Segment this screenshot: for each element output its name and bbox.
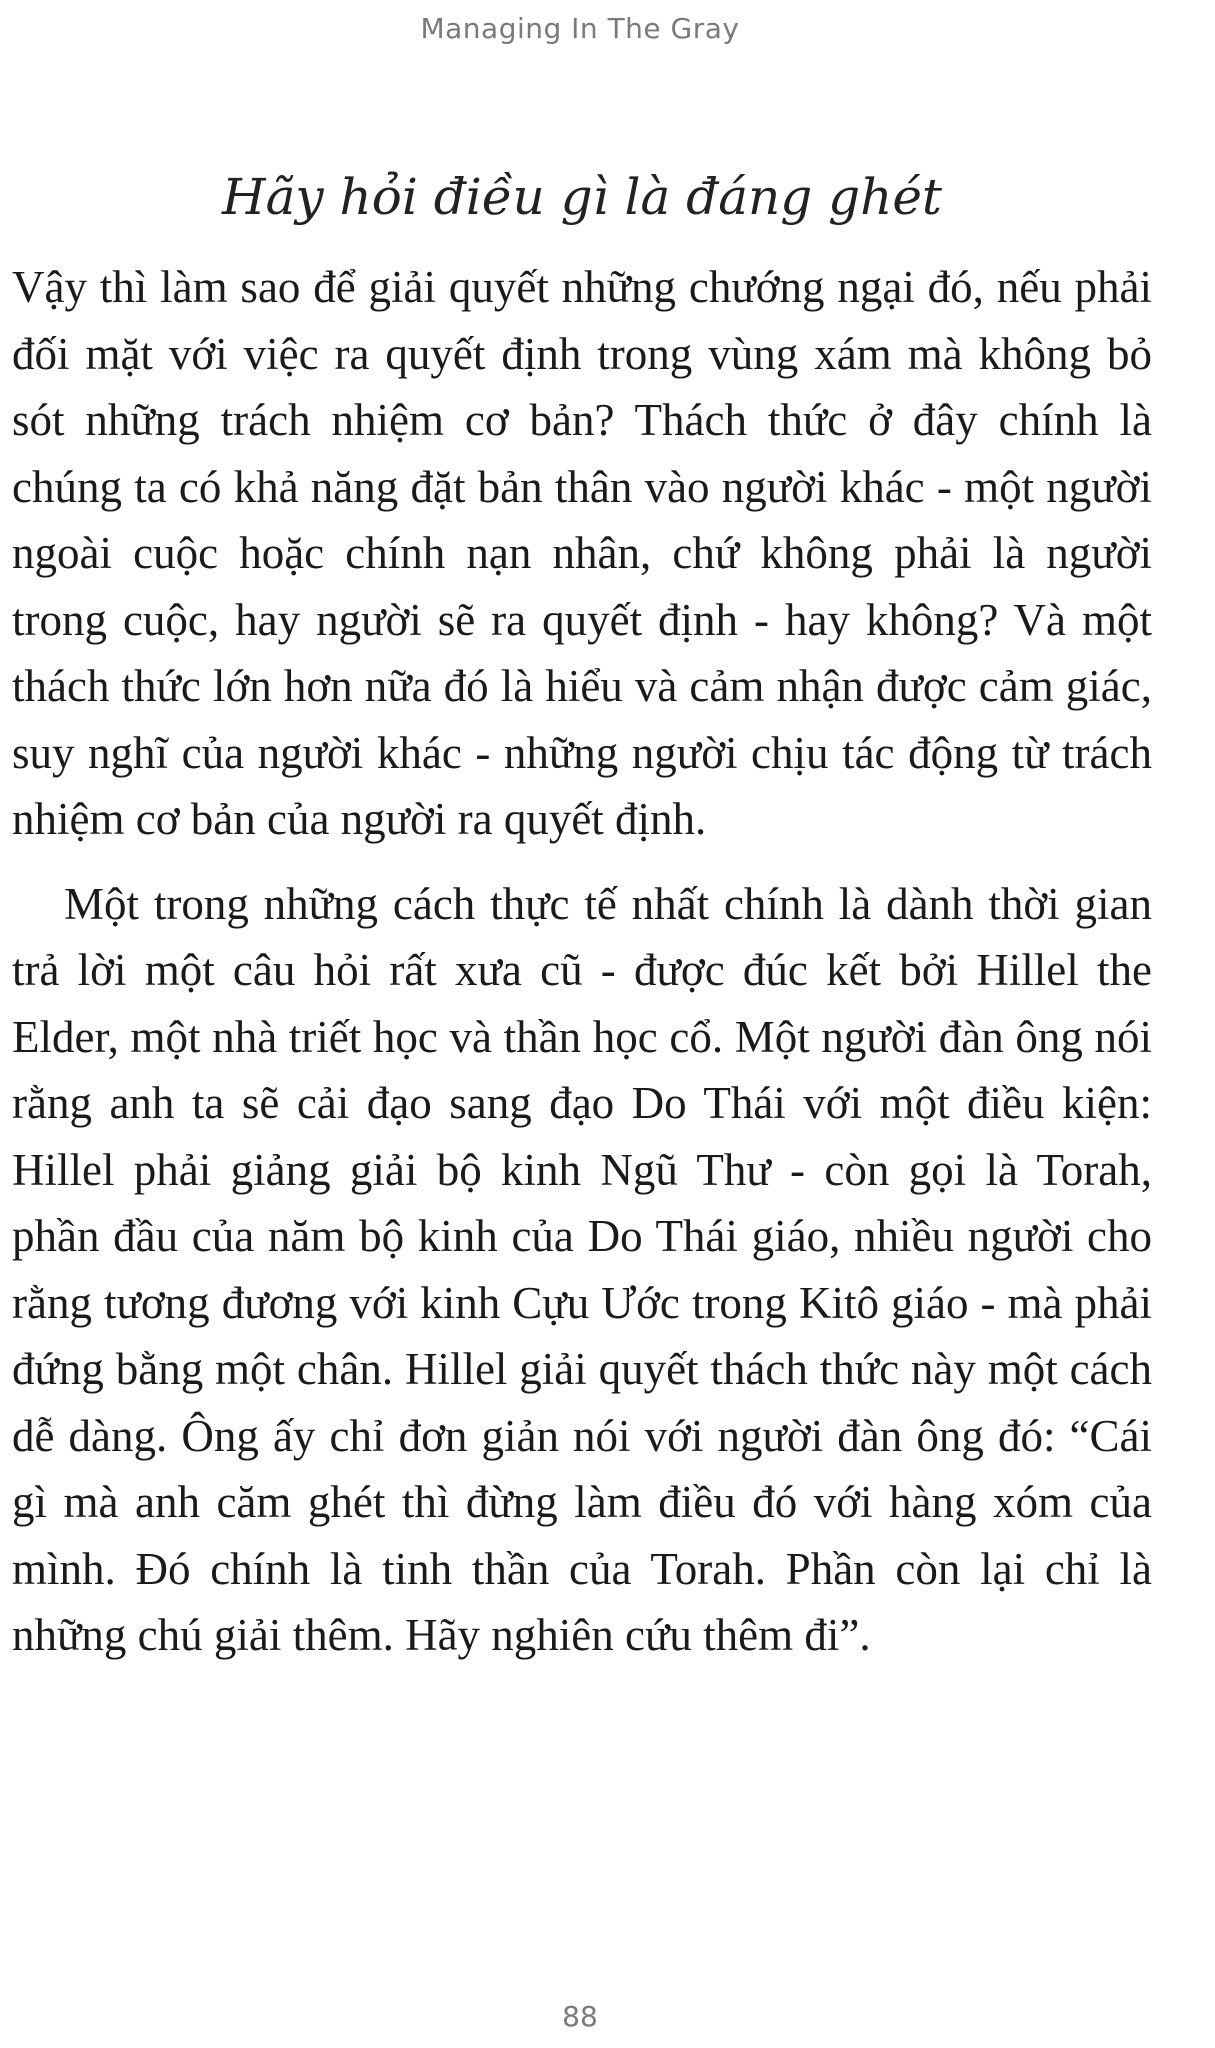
page-number: 88 (562, 2000, 598, 2033)
paragraph-1: Vậy thì làm sao để giải quyết những chướng ngại đó, nếu phải đối mặt với việc ra quyết định trong vùng xám mà không bỏ sót những trách nhiệm cơ bản? Thách thức ở đây chính là chúng ta có khả năng đặt bản thân vào người khác - một người ngoài cuộc hoặc chính nạn nhân, chứ không phải là người trong cuộc, hay người sẽ ra quyết định - hay không? Và một thách thức lớn hơn nữa đó là hiểu và cảm nhận được cảm giác, suy nghĩ của người khác - những người chịu tác động từ trách nhiệm cơ bản của người ra quyết định. (12, 262, 1152, 844)
paragraph-2: Một trong những cách thực tế nhất chính là dành thời gian trả lời một câu hỏi rất xưa cũ - được đúc kết bởi Hillel the Elder, một nhà triết học và thần học cổ. Một người đàn ông nói rằng anh ta sẽ cải đạo sang đạo Do Thái với một điều kiện: Hillel phải giảng giải bộ kinh Ngũ Thư - còn gọi là Torah, phần đầu của năm bộ kinh của Do Thái giáo, nhiều người cho rằng tương đương với kinh Cựu Ước trong Kitô giáo - mà phải đứng bằng một chân. Hillel giải quyết thách thức này một cách dễ dàng. Ông ấy chỉ đơn giản nói với người đàn ông đó: “Cái gì mà anh căm ghét thì đừng làm điều đó với hàng xóm của mình. Đó chính là tinh thần của Torah. Phần còn lại chỉ là những chú giải thêm. Hãy nghiên cứu thêm đi”. (12, 878, 1152, 1660)
section-title: Hãy hỏi điều gì là đáng ghét (222, 168, 942, 226)
running-header: Managing In The Gray (420, 12, 740, 45)
page-body (12, 162, 1152, 1669)
